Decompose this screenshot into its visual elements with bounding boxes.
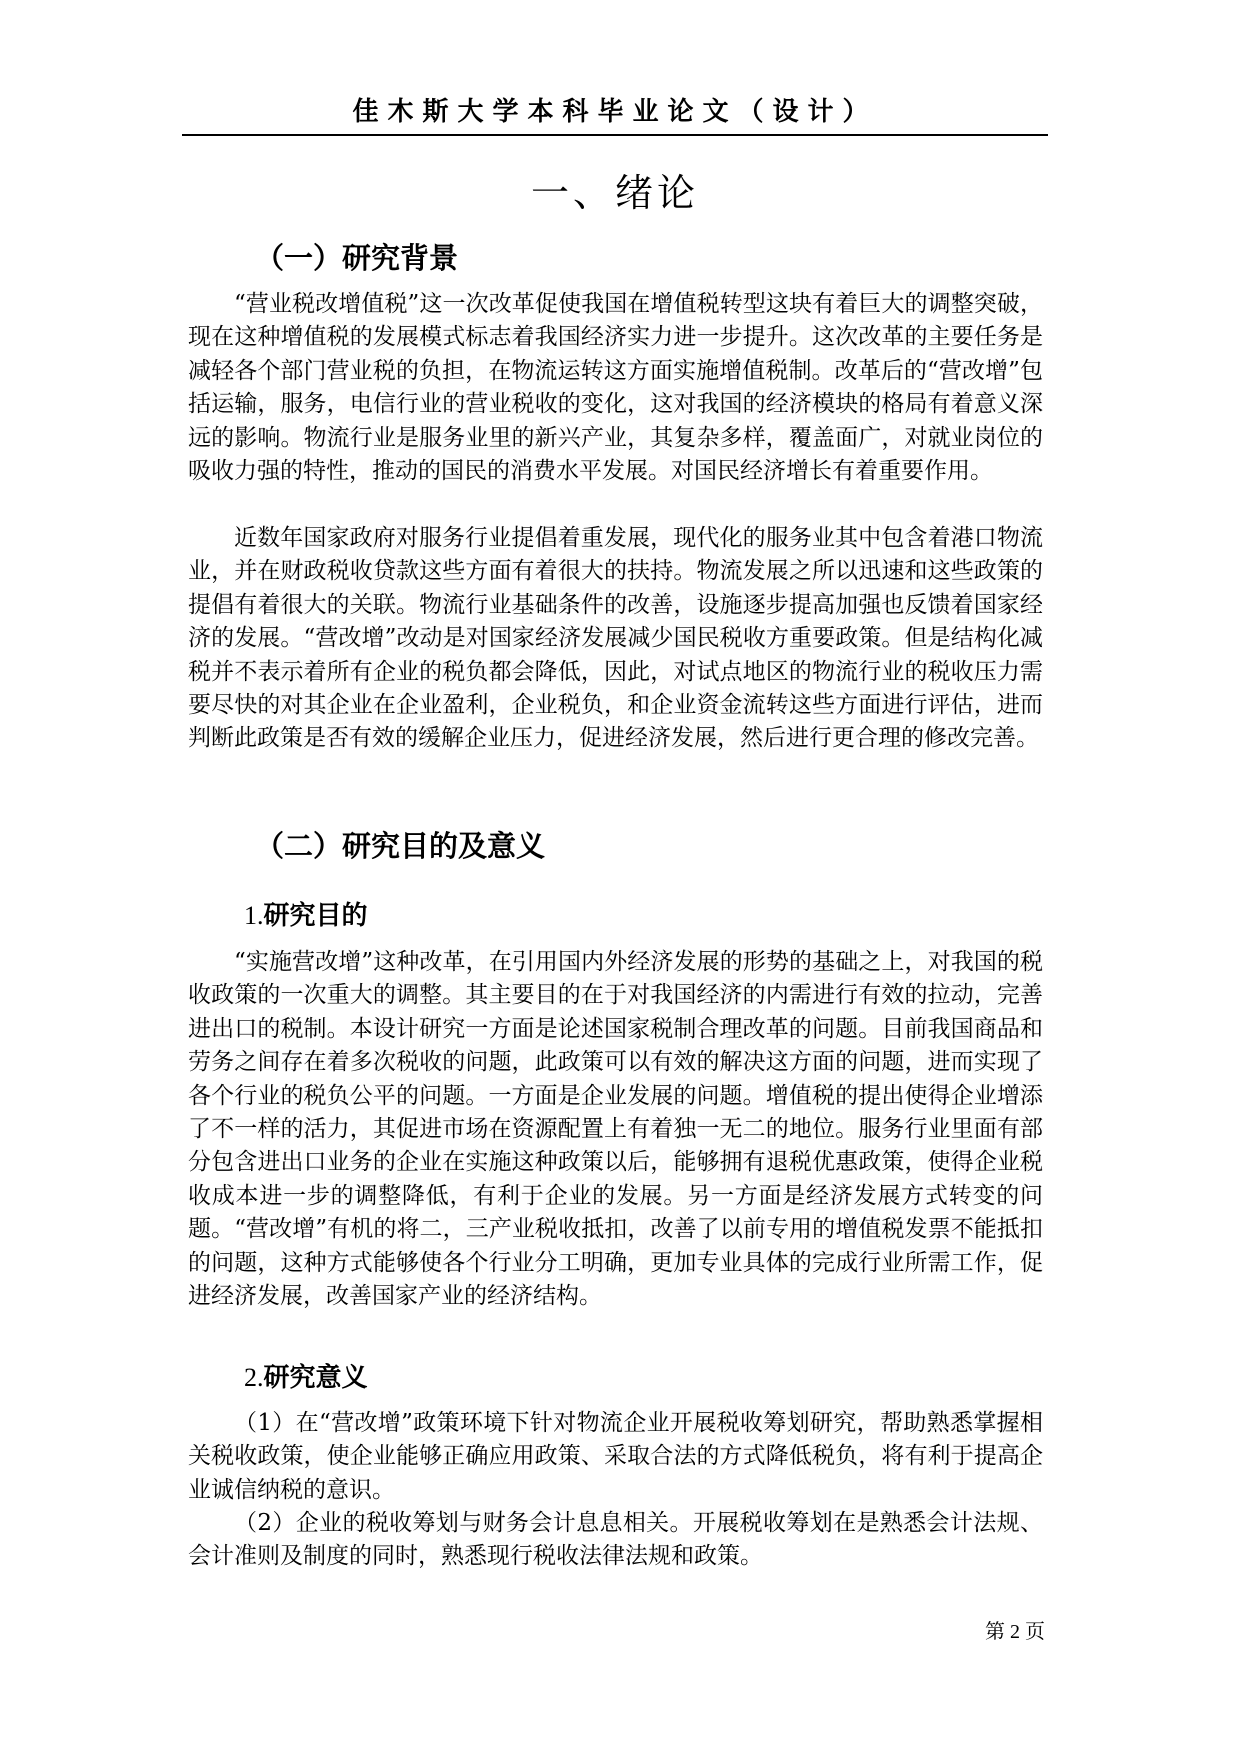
section-heading-background: （一）研究背景	[255, 241, 459, 275]
purpose-paragraph: “实施营改增”这种改革，在引用国内外经济发展的形势的基础之上，对我国的税收政策的一次重大的调整。其主要目的在于对我国经济的内需进行有效的拉动，完善进出口的税制。本设计研究一方面是论述国家税制合理改革的问题。目前我国商品和劳务之间存在着多次税收的问题，此政策可以有效的解决这方面的问题，进而实现了各个行业的税负公平的问题。一方面是企业发展的问题。增值税的提出使得企业增添了不一样的活力，其促进市场在资源配置上有着独一无二的地位。服务行业里面有部分包含进出口业务的企业在实施这种政策以后，能够拥有退税优惠政策，使得企业税收成本进一步的调整降低，有利于企业的发展。另一方面是经济发展方式转变的问题。“营改增”有机的将二，三产业税收抵扣，改善了以前专用的增值税发票不能抵扣的问题，这种方式能够使各个行业分工明确，更加专业具体的完成行业所需工作，促进经济发展，改善国家产业的经济结构。	[188, 949, 1043, 1310]
subsection-number: 2.	[244, 1363, 264, 1392]
page-number: 第 2 页	[985, 1621, 1045, 1643]
subsection-number: 1.	[244, 901, 264, 930]
significance-paragraph-1: （1）在“营改增”政策环境下针对物流企业开展税收筹划研究，帮助熟悉掌握相关税收政策，使企业能够正确应用政策、采取合法的方式降低税负，将有利于提高企业诚信纳税的意识。	[188, 1410, 1043, 1503]
subsection-heading-significance	[244, 1359, 368, 1397]
background-paragraph-1: “营业税改增值税”这一次改革促使我国在增值税转型这块有着巨大的调整突破，现在这种增值税的发展模式标志着我国经济实力进一步提升。这次改革的主要任务是减轻各个部门营业税的负担，在物流运转这方面实施增值税制。改革后的“营改增”包括运输，服务，电信行业的营业税收的变化，这对我国的经济模块的格局有着意义深远的影响。物流行业是服务业里的新兴产业，其复杂多样，覆盖面广，对就业岗位的吸收力强的特性，推动的国民的消费水平发展。对国民经济增长有着重要作用。	[188, 291, 1043, 485]
chapter-title: 一、绪论	[530, 171, 699, 215]
running-header-title: 佳木斯大学本科毕业论文（设计）	[352, 97, 878, 127]
subsection-heading-purpose	[244, 897, 368, 935]
header-divider	[182, 134, 1048, 136]
subsection-title: 研究意义	[263, 1363, 368, 1393]
section-heading-purpose-significance: （二）研究目的及意义	[255, 829, 546, 863]
background-paragraph-2: 近数年国家政府对服务行业提倡着重发展，现代化的服务业其中包含着港口物流业，并在财政税收贷款这些方面有着很大的扶持。物流发展之所以迅速和这些政策的提倡有着很大的关联。物流行业基础条件的改善，设施逐步提高加强也反馈着国家经济的发展。“营改增”改动是对国家经济发展减少国民税收方重要政策。但是结构化减税并不表示着所有企业的税负都会降低，因此，对试点地区的物流行业的税收压力需要尽快的对其企业在企业盈利，企业税负，和企业资金流转这些方面进行评估，进而判断此政策是否有效的缓解企业压力，促进经济发展，然后进行更合理的修改完善。	[188, 525, 1043, 752]
subsection-title: 研究目的	[263, 901, 368, 931]
significance-paragraph-2: （2）企业的税收筹划与财务会计息息相关。开展税收筹划在是熟悉会计法规、会计准则及制度的同时，熟悉现行税收法律法规和政策。	[188, 1510, 1043, 1570]
